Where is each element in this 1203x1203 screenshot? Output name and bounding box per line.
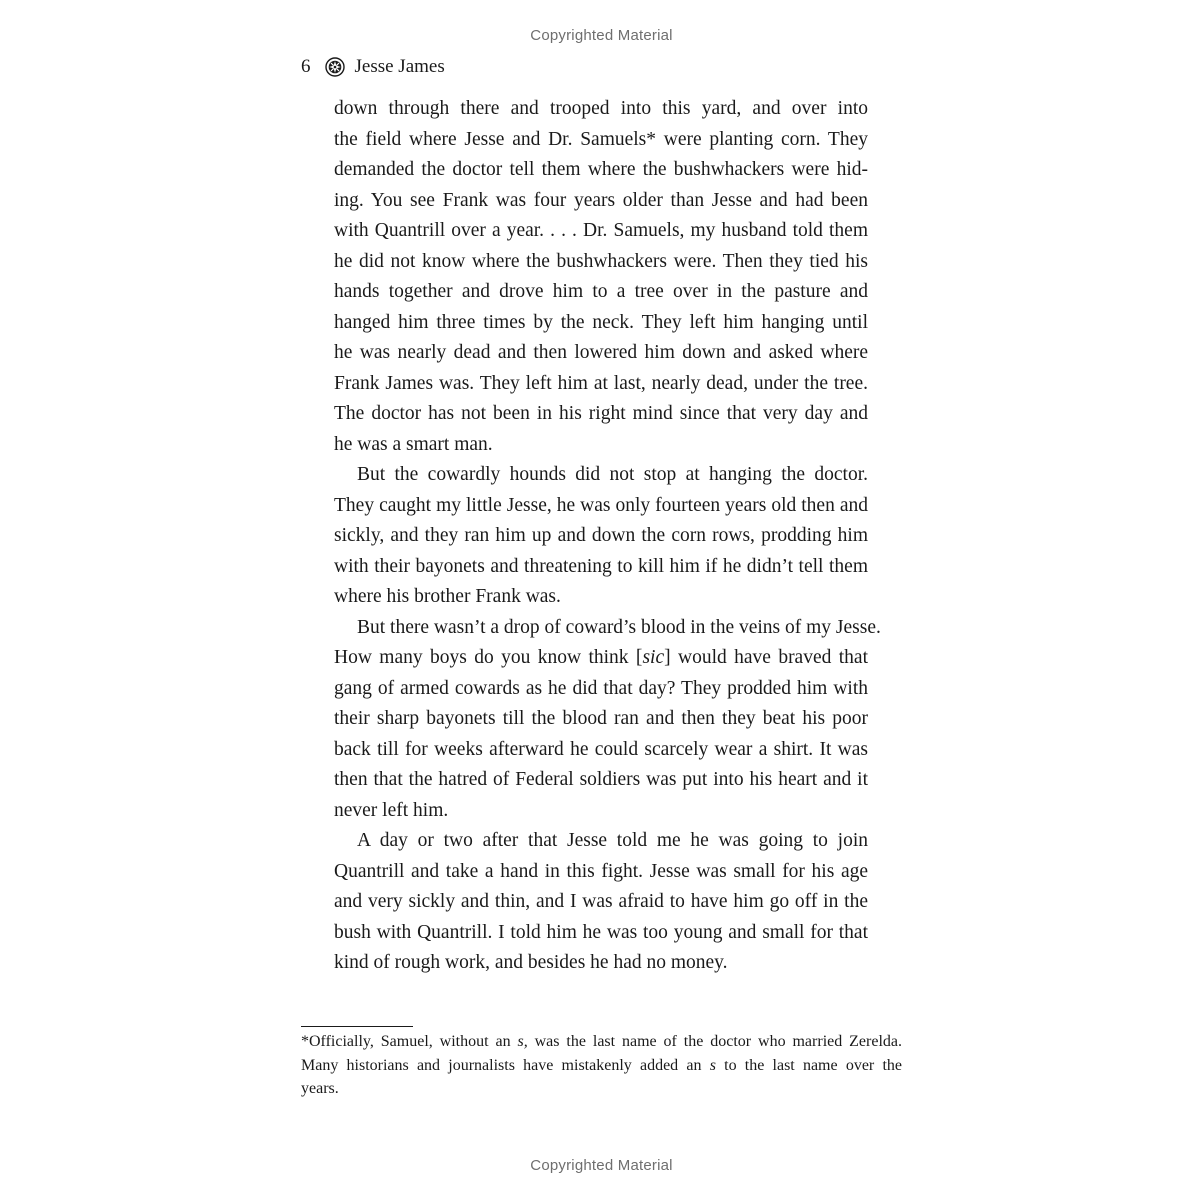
text-line: A day or two after that Jesse told me he was going to join [357, 830, 868, 851]
text-line: But the cowardly hounds did not stop at hanging the doctor. [357, 464, 868, 485]
text-line: then that the hatred of Federal soldiers was put into his heart and it [334, 769, 868, 790]
text-line: kind of rough work, and besides he had no money. [334, 952, 728, 973]
footnote-rule [301, 1026, 413, 1027]
text-line: But there wasn’t a drop of coward’s blood in the veins of my Jesse. [357, 616, 881, 638]
text-line: hanged him three times by the neck. They left him hanging until [334, 311, 868, 333]
paragraph-1 [334, 94, 868, 460]
text-line: How many boys do you know think [sic] would have braved that [334, 647, 868, 668]
text-line: bush with Quantrill. I told him he was too young and small for that [334, 921, 868, 943]
text-line: with Quantrill over a year. . . . Dr. Samuels, my husband told them [334, 220, 868, 241]
text-line: ing. You see Frank was four years older than Jesse and had been [334, 189, 868, 211]
text-line: back till for weeks afterward he could scarcely wear a shirt. It was [334, 738, 868, 760]
running-header [301, 54, 445, 80]
text-line: gang of armed cowards as he did that day? They prodded him with [334, 677, 868, 699]
text-line: and very sickly and thin, and I was afraid to have him go off in the [334, 891, 868, 912]
copyright-watermark-top: Copyrighted Material [530, 27, 673, 44]
text-line: he did not know where the bushwhackers were. Then they tied his [334, 250, 868, 272]
page-number: 6 [301, 56, 311, 77]
text-line: Quantrill and take a hand in this fight. Jesse was small for his age [334, 860, 868, 882]
text-line: the field where Jesse and Dr. Samuels* were planting corn. They [334, 128, 868, 150]
text-line: he was a smart man. [334, 433, 493, 455]
cross-medallion-icon [325, 57, 345, 77]
text-line: Frank James was. They left him at last, nearly dead, under the tree. [334, 372, 868, 394]
footnote-line: Many historians and journalists have mistakenly added an s to the last name over the [301, 1056, 902, 1074]
footnote-line: years. [301, 1080, 339, 1097]
text-line: where his brother Frank was. [334, 586, 561, 607]
text-line: demanded the doctor tell them where the bushwhackers were hid- [334, 159, 868, 180]
text-line: sickly, and they ran him up and down the corn rows, prodding him [334, 525, 868, 546]
paragraph-4 [334, 826, 868, 979]
footnote-line: *Officially, Samuel, without an s, was the last name of the doctor who married Zerelda. [301, 1033, 902, 1050]
text-line: They caught my little Jesse, he was only fourteen years old then and [334, 494, 868, 516]
text-line: never left him. [334, 799, 449, 821]
text-line: their sharp bayonets till the blood ran and then they beat his poor [334, 708, 868, 729]
text-line: with their bayonets and threatening to kill him if he didn’t tell them [334, 555, 868, 577]
footnote [301, 1030, 902, 1101]
paragraph-2 [334, 460, 868, 613]
text-line: hands together and drove him to a tree over in the pasture and [334, 281, 868, 302]
copyright-watermark-bottom: Copyrighted Material [530, 1157, 673, 1174]
body-text [334, 94, 881, 979]
running-title: Jesse James [354, 56, 445, 77]
text-line: down through there and trooped into this yard, and over into [334, 98, 868, 119]
paragraph-3 [334, 613, 881, 827]
text-line: he was nearly dead and then lowered him down and asked where [334, 342, 868, 363]
text-line: The doctor has not been in his right mind since that very day and [334, 403, 868, 424]
